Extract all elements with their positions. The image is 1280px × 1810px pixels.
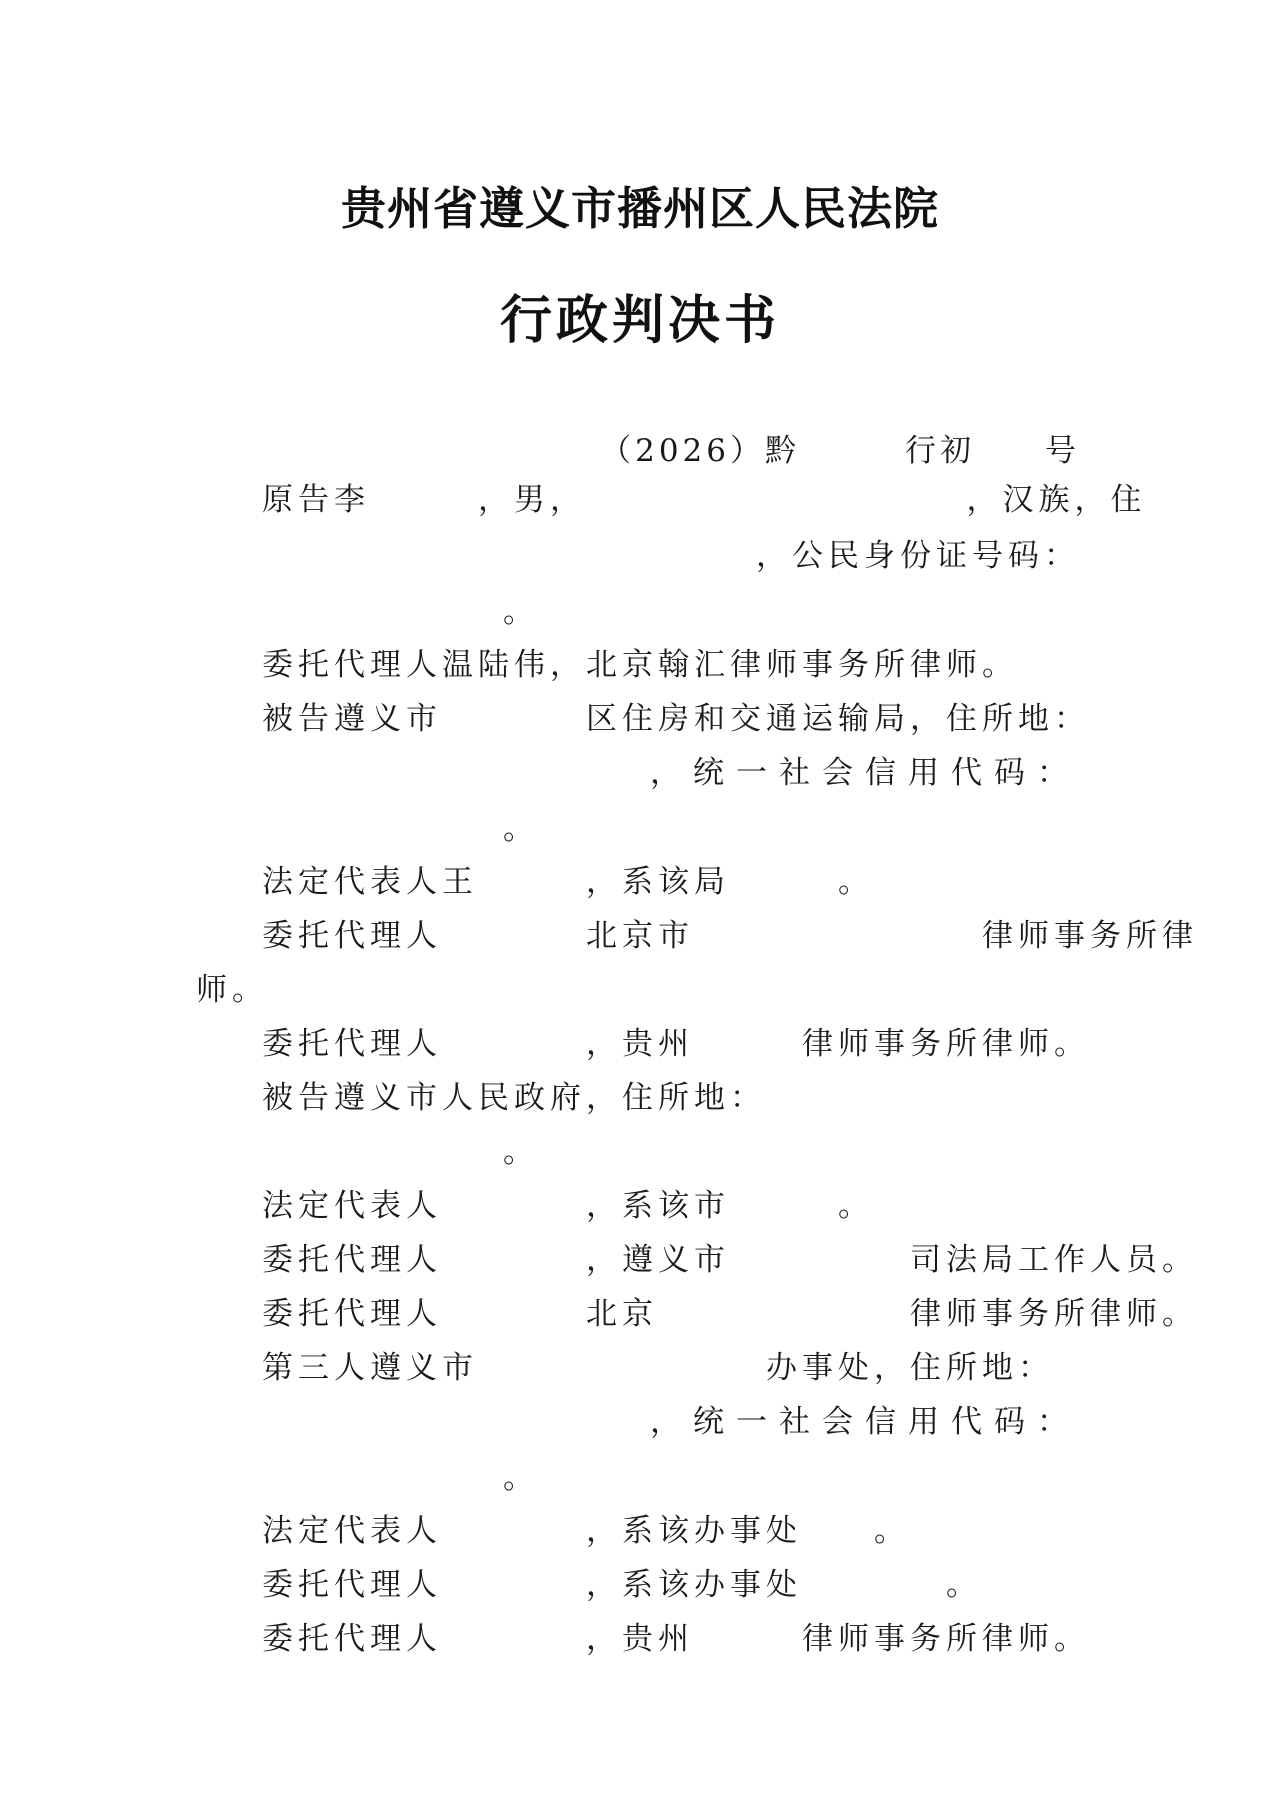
- defendant-1-credit-end: 。: [503, 811, 539, 847]
- third-party-rep-line: 法定代表人 ，系该办事处 。: [262, 1513, 910, 1549]
- defendant-1-credit-label: ，统一社会信用代码：: [650, 755, 1080, 791]
- plaintiff-id-end: 。: [503, 594, 539, 630]
- defendant-2-line: 被告遵义市人民政府，住所地：: [262, 1080, 766, 1116]
- plaintiff-id-label: ，公民身份证号码：: [756, 538, 1080, 574]
- defendant-2-address-end: 。: [503, 1134, 539, 1170]
- defendant-2-agent-1-line: 委托代理人 ，遵义市 司法局工作人员。: [262, 1242, 1198, 1278]
- third-party-agent-2-line: 委托代理人 ，贵州 律师事务所律师。: [262, 1621, 1090, 1657]
- defendant-2-agent-2-line: 委托代理人 北京 律师事务所律师。: [262, 1296, 1198, 1332]
- third-party-credit-label: ，统一社会信用代码：: [650, 1404, 1080, 1440]
- case-number: （2026）黔 行初 号: [600, 433, 1080, 469]
- defendant-1-agent-1-line: 委托代理人 北京市 律师事务所律: [262, 918, 1198, 954]
- document-title: 行政判决书: [499, 290, 780, 351]
- defendant-1-line: 被告遵义市 区住房和交通运输局，住所地：: [262, 701, 1090, 737]
- defendant-1-rep-line: 法定代表人王 ，系该局 。: [262, 864, 874, 900]
- defendant-1-agent-1-wrap: 师。: [196, 972, 268, 1008]
- defendant-2-rep-line: 法定代表人 ，系该市 。: [262, 1188, 874, 1224]
- court-name: 贵州省遵义市播州区人民法院: [340, 182, 939, 235]
- third-party-line: 第三人遵义市 办事处，住所地：: [262, 1350, 1054, 1386]
- plaintiff-line: 原告李 ，男， ，汉族，住: [262, 482, 1147, 518]
- defendant-1-agent-2-line: 委托代理人 ，贵州 律师事务所律师。: [262, 1026, 1090, 1062]
- third-party-agent-1-line: 委托代理人 ，系该办事处 。: [262, 1567, 982, 1603]
- third-party-credit-end: 。: [503, 1460, 539, 1496]
- plaintiff-agent-line: 委托代理人温陆伟，北京翰汇律师事务所律师。: [262, 647, 1018, 683]
